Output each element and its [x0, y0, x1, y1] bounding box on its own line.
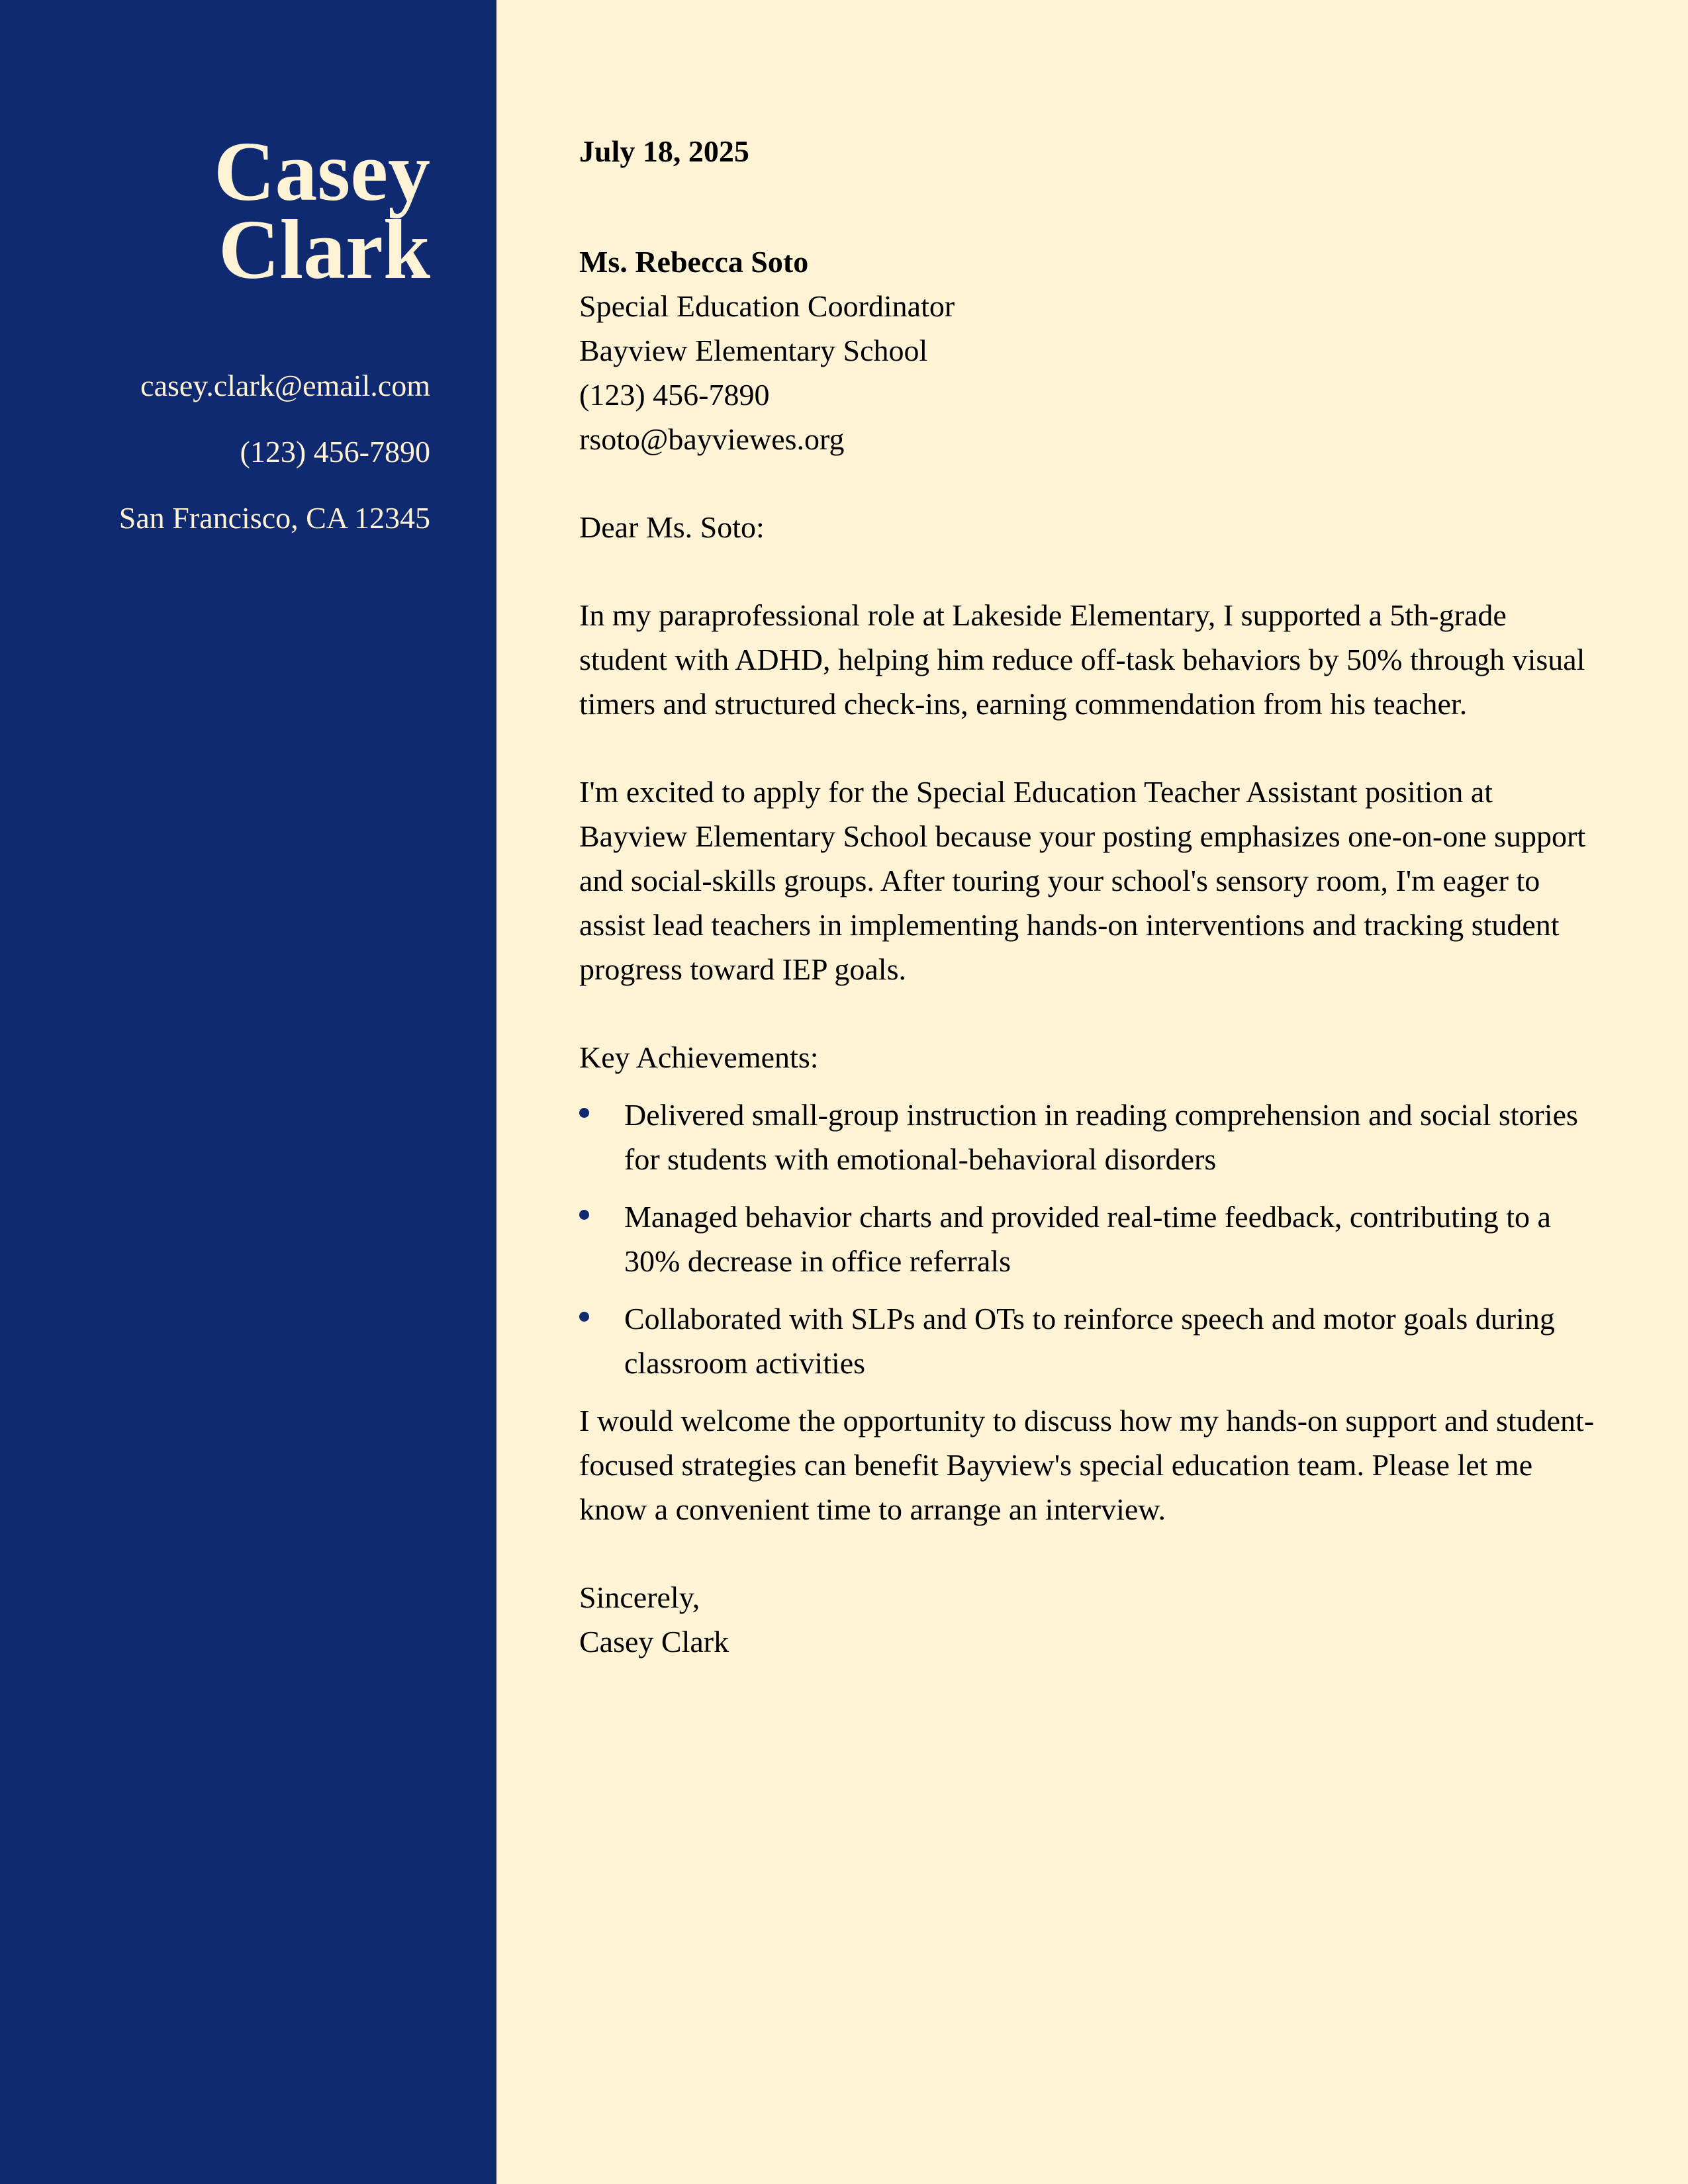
sender-location: San Francisco, CA 12345	[118, 501, 430, 535]
sender-email: casey.clark@email.com	[140, 369, 430, 402]
bullet-icon	[579, 1108, 589, 1118]
sender-last-name: Clark	[218, 203, 430, 296]
recipient-name: Ms. Rebecca Soto	[579, 245, 809, 279]
sender-name	[7, 124, 430, 296]
achievement-text: Managed behavior charts and provided real-time feedback, contributing to a 30% decrease in office referrals	[624, 1200, 1551, 1278]
sender-phone: (123) 456-7890	[240, 435, 430, 469]
signoff-block	[579, 1575, 1599, 1664]
achievements-heading: Key Achievements:	[579, 1040, 819, 1074]
achievement-text: Delivered small-group instruction in reading comprehension and social stories for students with emotional-behavioral disorders	[624, 1098, 1578, 1176]
sender-first-name: Casey	[213, 124, 430, 218]
sender-contact	[7, 367, 430, 566]
bullet-icon	[579, 1210, 589, 1220]
achievement-text: Collaborated with SLPs and OTs to reinforce speech and motor goals during classroom activities	[624, 1302, 1555, 1380]
signature: Casey Clark	[579, 1625, 729, 1659]
list-item	[579, 1093, 1599, 1181]
sidebar	[0, 0, 496, 2184]
recipient-block	[579, 240, 1599, 461]
recipient-title: Special Education Coordinator	[579, 289, 955, 323]
list-item	[579, 1195, 1599, 1283]
bullet-icon	[579, 1312, 589, 1322]
list-item	[579, 1297, 1599, 1385]
salutation: Dear Ms. Soto:	[579, 510, 765, 544]
closing-paragraph: I would welcome the opportunity to discuss how my hands-on support and student-focused strategies can benefit Bayview's special education team. Please let me know a convenient time to arrange an interview.	[579, 1404, 1595, 1526]
interest-paragraph: I'm excited to apply for the Special Education Teacher Assistant position at Bayview Elementary School because your posting emphasizes one-on-one support and social-skills groups. After touring your school's sensory room, I'm eager to assist lead teachers in implementing hands-on interventions and tracking student progress toward IEP goals.	[579, 775, 1586, 986]
signoff: Sincerely,	[579, 1580, 700, 1614]
recipient-organization: Bayview Elementary School	[579, 334, 928, 367]
letter-date: July 18, 2025	[579, 134, 749, 168]
intro-paragraph: In my paraprofessional role at Lakeside Elementary, I supported a 5th-grade student with ADHD, helping him reduce off-task behaviors by 50% through visual timers and structured check-ins, earning commendation from his teacher.	[579, 598, 1585, 721]
recipient-phone: (123) 456-7890	[579, 378, 770, 412]
achievements-list	[579, 1093, 1599, 1385]
letter-body	[579, 129, 1599, 1664]
recipient-email: rsoto@bayviewes.org	[579, 422, 845, 456]
